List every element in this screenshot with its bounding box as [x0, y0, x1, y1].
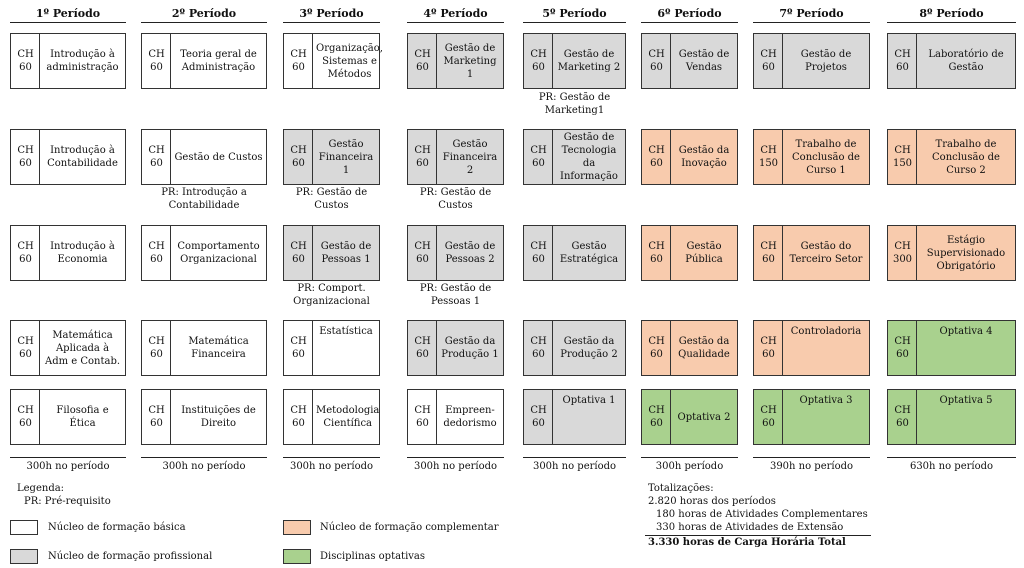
grand-total: 3.330 horas de Carga Horária Total [648, 537, 846, 548]
course-name: Gestão da Produção 2 [560, 336, 618, 360]
course-box[interactable] [523, 389, 626, 445]
total-overline [141, 457, 267, 458]
course-box[interactable] [753, 129, 870, 185]
period-total: 300h período [655, 461, 724, 472]
course-name: Teoria geral de Administração [180, 49, 257, 73]
course-hours: CH 60 [754, 321, 783, 375]
course-name: Gestão de Tecnologia da Informação [560, 132, 618, 182]
course-box[interactable] [141, 225, 267, 281]
prerequisite-note: PR: Gestão de Marketing1 [538, 92, 611, 116]
course-hours: CH 60 [754, 390, 783, 444]
header-underline [283, 22, 380, 23]
course-hours: CH 60 [408, 226, 437, 280]
course-hours: CH 60 [142, 321, 171, 375]
course-name: Introdução à Economia [50, 241, 115, 265]
course-name: Gestão de Projetos [800, 49, 852, 73]
legend-swatch-prof [10, 549, 38, 564]
course-box[interactable] [523, 33, 626, 89]
course-name: Gestão Pública [685, 241, 723, 265]
course-name: Introdução à administração [46, 49, 119, 73]
course-box[interactable] [407, 320, 504, 376]
legend-label-prof: Núcleo de formação profissional [48, 551, 213, 562]
course-box[interactable] [753, 33, 870, 89]
course-hours: CH 60 [11, 34, 40, 88]
course-name: Optativa 4 [939, 326, 993, 337]
course-name: Filosofia e Ética [56, 405, 109, 429]
period-header-5: 5º Período [542, 7, 607, 20]
course-hours: CH 60 [408, 130, 437, 184]
course-hours: CH 60 [642, 321, 671, 375]
course-box[interactable] [887, 33, 1016, 89]
course-hours: CH 60 [142, 34, 171, 88]
course-hours: CH 60 [11, 321, 40, 375]
course-box[interactable] [641, 225, 738, 281]
totals-line: 2.820 horas dos períodos [648, 496, 776, 507]
header-underline [887, 22, 1016, 23]
period-header-3: 3º Período [299, 7, 364, 20]
course-box[interactable] [641, 389, 738, 445]
course-box[interactable] [887, 320, 1016, 376]
totals-line: 330 horas de Atividades de Extensão [656, 522, 844, 533]
course-hours: CH 60 [524, 321, 553, 375]
course-box[interactable] [283, 33, 383, 89]
header-underline [141, 22, 267, 23]
course-box[interactable] [283, 225, 380, 281]
course-name: Gestão Financeira 2 [442, 138, 498, 176]
course-hours: CH 60 [524, 390, 553, 444]
period-total: 300h no período [532, 461, 617, 472]
course-hours: CH 60 [888, 321, 917, 375]
course-name: Gestão Financeira 1 [318, 138, 374, 176]
course-name: Empreen-dedorismo [443, 405, 497, 429]
legend-label-basic: Núcleo de formação básica [48, 522, 186, 533]
course-hours: CH 60 [284, 130, 313, 184]
course-hours: CH 60 [408, 321, 437, 375]
course-box[interactable] [141, 129, 267, 185]
course-box[interactable] [523, 320, 626, 376]
course-name: Instituições de Direito [181, 405, 256, 429]
course-name: Gestão Estratégica [559, 241, 619, 265]
course-hours: CH 60 [408, 34, 437, 88]
course-hours: CH 60 [642, 130, 671, 184]
course-name: Gestão de Marketing 2 [557, 49, 621, 73]
course-hours: CH 150 [754, 130, 783, 184]
course-name: Controladoria [790, 326, 862, 337]
course-box[interactable] [641, 129, 738, 185]
course-name: Optativa 1 [562, 395, 616, 406]
course-hours: CH 60 [11, 130, 40, 184]
course-box[interactable] [10, 320, 126, 376]
course-box[interactable] [887, 389, 1016, 445]
period-header-2: 2º Período [171, 7, 237, 20]
total-overline [407, 457, 504, 458]
course-hours: CH 60 [754, 34, 783, 88]
course-name: Comportamento Organizacional [177, 241, 260, 265]
course-box[interactable] [141, 389, 267, 445]
course-box[interactable] [10, 129, 126, 185]
course-name: Gestão da Qualidade [678, 336, 730, 360]
course-name: Gestão de Custos [174, 151, 263, 163]
header-underline [523, 22, 626, 23]
legend-swatch-comp [283, 520, 311, 535]
period-header-8: 8º Período [919, 7, 984, 20]
prerequisite-note: PR: Gestão de Custos [419, 187, 492, 211]
course-name: Introdução à Contabilidade [47, 145, 118, 169]
course-box[interactable] [523, 129, 626, 185]
course-box[interactable] [407, 33, 504, 89]
course-hours: CH 60 [142, 226, 171, 280]
course-hours: CH 60 [284, 390, 313, 444]
course-name: Gestão de Pessoas 2 [444, 241, 496, 265]
course-hours: CH 60 [524, 34, 553, 88]
course-box[interactable] [141, 320, 267, 376]
course-hours: CH 150 [888, 130, 917, 184]
legend-title: Legenda: [17, 483, 65, 494]
header-underline [407, 22, 504, 23]
total-overline [10, 457, 126, 458]
course-box[interactable] [10, 33, 126, 89]
course-hours: CH 60 [284, 321, 313, 375]
period-header-7: 7º Período [779, 7, 844, 20]
course-box[interactable] [753, 225, 870, 281]
legend-prereq-note: PR: Pré-requisito [24, 496, 111, 507]
course-box[interactable] [887, 225, 1016, 281]
course-hours: CH 60 [642, 226, 671, 280]
course-name: Gestão da Inovação [678, 145, 730, 169]
course-hours: CH 60 [754, 226, 783, 280]
totals-line: 180 horas de Atividades Complementares [656, 509, 868, 520]
course-box[interactable] [283, 129, 380, 185]
course-box[interactable] [887, 129, 1016, 185]
course-hours: CH 60 [284, 34, 313, 88]
legend-label-opt: Disciplinas optativas [320, 551, 426, 562]
legend-swatch-opt [283, 549, 311, 564]
course-hours: CH 60 [11, 390, 40, 444]
course-box[interactable] [407, 389, 504, 445]
course-name: Matemática Financeira [188, 336, 249, 360]
course-box[interactable] [753, 320, 870, 376]
total-overline [523, 457, 626, 458]
course-box[interactable] [523, 225, 626, 281]
total-overline [887, 457, 1016, 458]
course-hours: CH 60 [888, 34, 917, 88]
course-name: Optativa 5 [939, 395, 993, 406]
course-hours: CH 60 [408, 390, 437, 444]
course-hours: CH 60 [284, 226, 313, 280]
course-box[interactable] [283, 320, 380, 376]
total-overline [753, 457, 870, 458]
legend-swatch-basic [10, 520, 38, 535]
course-box[interactable] [407, 129, 504, 185]
course-hours: CH 300 [888, 226, 917, 280]
course-hours: CH 60 [524, 226, 553, 280]
header-underline [641, 22, 738, 23]
period-total: 390h no período [769, 461, 854, 472]
prerequisite-note: PR: Comport. Organizacional [293, 283, 370, 307]
course-hours: CH 60 [11, 226, 40, 280]
course-hours: CH 60 [142, 390, 171, 444]
course-name: Laboratório de Gestão [928, 49, 1004, 73]
course-name: Gestão da Produção 1 [441, 336, 499, 360]
prerequisite-note: PR: Gestão de Custos [295, 187, 368, 211]
course-name: Gestão do Terceiro Setor [789, 241, 863, 265]
course-box[interactable] [641, 33, 738, 89]
course-name: Optativa 3 [799, 395, 853, 406]
course-name: Trabalho de Conclusão de Curso 1 [792, 138, 860, 176]
totals-title: Totalizações: [648, 483, 714, 494]
total-overline [283, 457, 380, 458]
period-header-6: 6º Período [657, 7, 722, 20]
prerequisite-note: PR: Gestão de Pessoas 1 [419, 283, 492, 307]
course-name: Organização, Sistemas e Métodos [316, 42, 383, 80]
period-total: 300h no período [289, 461, 374, 472]
course-hours: CH 60 [888, 390, 917, 444]
period-header-4: 4º Período [423, 7, 488, 20]
course-box[interactable] [641, 320, 738, 376]
course-name: Gestão de Marketing 1 [443, 42, 497, 80]
course-name: Metodologia Científica [316, 405, 380, 429]
course-hours: CH 60 [642, 34, 671, 88]
course-hours: CH 60 [642, 390, 671, 444]
course-name: Optativa 2 [677, 411, 731, 423]
course-name: Gestão de Pessoas 1 [320, 241, 372, 265]
course-box[interactable] [141, 33, 267, 89]
course-box[interactable] [283, 389, 380, 445]
header-underline [10, 22, 126, 23]
course-box[interactable] [407, 225, 504, 281]
legend-label-comp: Núcleo de formação complementar [320, 522, 499, 533]
period-header-1: 1º Período [35, 7, 101, 20]
course-box[interactable] [753, 389, 870, 445]
course-box[interactable] [10, 389, 126, 445]
period-total: 300h no período [413, 461, 498, 472]
course-name: Matemática Aplicada à Adm e Contab. [44, 329, 121, 367]
period-total: 630h no período [909, 461, 994, 472]
course-name: Trabalho de Conclusão de Curso 2 [932, 138, 1000, 176]
total-overline [641, 457, 738, 458]
course-name: Gestão de Vendas [678, 49, 730, 73]
course-box[interactable] [10, 225, 126, 281]
period-total: 300h no período [162, 461, 246, 472]
prerequisite-note: PR: Introdução a Contabilidade [161, 187, 247, 211]
course-name: Estágio Supervisionado Obrigatório [926, 234, 1006, 272]
course-hours: CH 60 [142, 130, 171, 184]
course-name: Estatística [319, 326, 373, 337]
period-total: 300h no período [26, 461, 110, 472]
course-hours: CH 60 [524, 130, 553, 184]
header-underline [753, 22, 870, 23]
